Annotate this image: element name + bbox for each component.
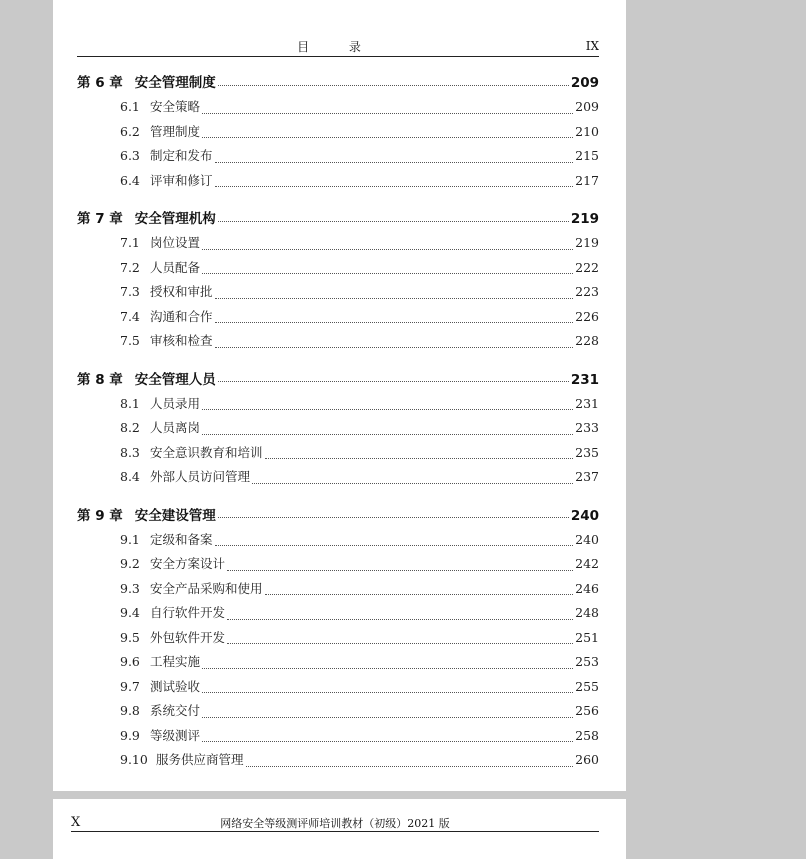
dot-leader (215, 298, 574, 299)
section-page: 226 (575, 308, 599, 324)
section-entry[interactable] (77, 750, 599, 775)
section-title: 岗位设置 (150, 235, 201, 250)
header-title: 目 录 (297, 40, 379, 54)
section-entry[interactable] (77, 394, 599, 419)
section-entry[interactable] (77, 418, 599, 443)
next-document-page (53, 799, 626, 859)
section-title: 沟通和合作 (150, 308, 213, 324)
section-page: 219 (575, 235, 599, 250)
chapter-title: 安全管理机构 (134, 211, 216, 227)
section-page: 237 (575, 469, 599, 484)
dot-leader (215, 186, 574, 187)
section-number: 6.2 (120, 123, 140, 139)
section-number: 9.10 (120, 752, 148, 767)
chapter-page: 219 (570, 211, 599, 227)
section-entry[interactable] (77, 258, 599, 283)
chapter-entry[interactable] (77, 504, 599, 524)
section-page: 253 (575, 654, 599, 669)
section-page: 255 (575, 678, 599, 694)
dot-leader (252, 483, 573, 484)
section-title: 等级测评 (150, 727, 201, 743)
section-entry[interactable] (77, 677, 599, 702)
dot-leader (265, 594, 574, 595)
section-title: 安全策略 (150, 99, 201, 114)
dot-leader (227, 570, 573, 571)
chapter-group (77, 504, 599, 775)
section-number: 7.1 (120, 235, 140, 250)
section-entry[interactable] (77, 726, 599, 751)
header-page-number: IX (585, 39, 599, 53)
dot-leader (202, 249, 573, 250)
dot-leader (215, 347, 574, 348)
chapter-page: 240 (570, 507, 599, 524)
section-entry[interactable] (77, 628, 599, 653)
section-title: 人员离岗 (150, 420, 201, 435)
dot-leader (215, 322, 574, 323)
section-entry[interactable] (77, 554, 599, 579)
section-page: 258 (575, 727, 599, 743)
section-entry[interactable] (77, 307, 599, 332)
chapter-entry[interactable] (77, 368, 599, 388)
section-entry[interactable] (77, 171, 599, 196)
dot-leader (202, 741, 573, 742)
dot-leader (227, 619, 573, 620)
chapter-title: 安全管理制度 (134, 75, 216, 91)
section-number: 6.1 (120, 99, 140, 114)
section-page: 251 (575, 629, 599, 645)
table-of-contents (77, 71, 599, 787)
section-title: 安全意识教育和培训 (150, 444, 263, 460)
document-page (53, 0, 626, 796)
section-page: 246 (575, 580, 599, 596)
chapter-title: 安全建设管理 (134, 507, 216, 524)
section-number: 6.4 (120, 172, 140, 188)
dot-leader (202, 137, 573, 138)
section-title: 外包软件开发 (150, 629, 226, 645)
section-page: 260 (575, 752, 599, 767)
section-page: 231 (575, 395, 599, 411)
chapter-number: 第 6 章 (77, 75, 123, 91)
chapter-page: 209 (570, 75, 599, 91)
dot-leader (215, 545, 574, 546)
section-page: 240 (575, 531, 599, 547)
chapter-page: 231 (570, 371, 599, 388)
section-page: 242 (575, 556, 599, 571)
dot-leader (218, 221, 569, 222)
dot-leader (218, 85, 569, 86)
dot-leader (218, 381, 569, 382)
section-number: 9.5 (120, 629, 140, 645)
chapter-entry[interactable] (77, 207, 599, 227)
section-title: 人员录用 (150, 395, 201, 411)
section-number: 8.2 (120, 420, 140, 435)
section-number: 9.7 (120, 678, 140, 694)
section-number: 9.1 (120, 531, 140, 547)
page-gap (53, 791, 626, 799)
section-entry[interactable] (77, 146, 599, 171)
section-entry[interactable] (77, 233, 599, 258)
section-title: 安全产品采购和使用 (150, 580, 263, 596)
section-entry[interactable] (77, 122, 599, 147)
dot-leader (227, 643, 573, 644)
section-page: 228 (575, 333, 599, 348)
section-entry[interactable] (77, 282, 599, 307)
section-number: 7.3 (120, 284, 140, 299)
section-number: 7.2 (120, 259, 140, 275)
section-page: 223 (575, 284, 599, 299)
section-number: 7.4 (120, 308, 140, 324)
section-entry[interactable] (77, 467, 599, 492)
next-page-header (71, 811, 599, 832)
section-title: 人员配备 (150, 259, 201, 275)
section-title: 定级和备案 (150, 531, 213, 547)
section-title: 自行软件开发 (150, 605, 226, 620)
dot-leader (202, 717, 573, 718)
section-entry[interactable] (77, 530, 599, 555)
section-title: 评审和修订 (150, 172, 213, 188)
section-title: 系统交付 (150, 703, 201, 718)
next-page-title: 网络安全等级测评师培训教材（初级）2021 版 (220, 817, 450, 830)
section-title: 制定和发布 (150, 148, 213, 163)
section-page: 217 (575, 172, 599, 188)
dot-leader (202, 113, 573, 114)
chapter-group (77, 71, 599, 195)
section-title: 测试验收 (150, 678, 201, 694)
chapter-group (77, 207, 599, 356)
running-header (77, 36, 599, 57)
dot-leader (215, 162, 574, 163)
section-title: 工程实施 (150, 654, 201, 669)
dot-leader (202, 668, 573, 669)
dot-leader (265, 458, 574, 459)
section-number: 9.8 (120, 703, 140, 718)
section-page: 209 (575, 99, 599, 114)
dot-leader (246, 766, 574, 767)
chapter-number: 第 9 章 (77, 507, 123, 524)
dot-leader (202, 434, 573, 435)
section-number: 9.2 (120, 556, 140, 571)
chapter-title: 安全管理人员 (134, 371, 216, 388)
section-page: 210 (575, 123, 599, 139)
chapter-group (77, 368, 599, 492)
section-title: 安全方案设计 (150, 556, 226, 571)
section-entry[interactable] (77, 331, 599, 356)
section-entry[interactable] (77, 579, 599, 604)
section-page: 233 (575, 420, 599, 435)
section-number: 9.3 (120, 580, 140, 596)
section-page: 235 (575, 444, 599, 460)
chapter-entry[interactable] (77, 71, 599, 91)
section-entry[interactable] (77, 603, 599, 628)
section-number: 9.4 (120, 605, 140, 620)
section-number: 9.6 (120, 654, 140, 669)
section-title: 服务供应商管理 (156, 752, 244, 767)
section-number: 8.1 (120, 395, 140, 411)
section-number: 9.9 (120, 727, 140, 743)
section-title: 授权和审批 (150, 284, 213, 299)
section-page: 248 (575, 605, 599, 620)
chapter-number: 第 8 章 (77, 371, 123, 388)
section-number: 6.3 (120, 148, 140, 163)
chapter-number: 第 7 章 (77, 211, 123, 227)
section-number: 8.3 (120, 444, 140, 460)
section-entry[interactable] (77, 443, 599, 468)
section-page: 256 (575, 703, 599, 718)
section-number: 8.4 (120, 469, 140, 484)
section-entry[interactable] (77, 652, 599, 677)
dot-leader (202, 273, 573, 274)
section-page: 222 (575, 259, 599, 275)
dot-leader (202, 409, 573, 410)
section-title: 审核和检查 (150, 333, 213, 348)
section-number: 7.5 (120, 333, 140, 348)
dot-leader (218, 517, 569, 518)
section-page: 215 (575, 148, 599, 163)
section-title: 管理制度 (150, 123, 201, 139)
section-entry[interactable] (77, 97, 599, 122)
section-entry[interactable] (77, 701, 599, 726)
next-page-number: X (71, 815, 81, 830)
section-title: 外部人员访问管理 (150, 469, 251, 484)
dot-leader (202, 692, 573, 693)
